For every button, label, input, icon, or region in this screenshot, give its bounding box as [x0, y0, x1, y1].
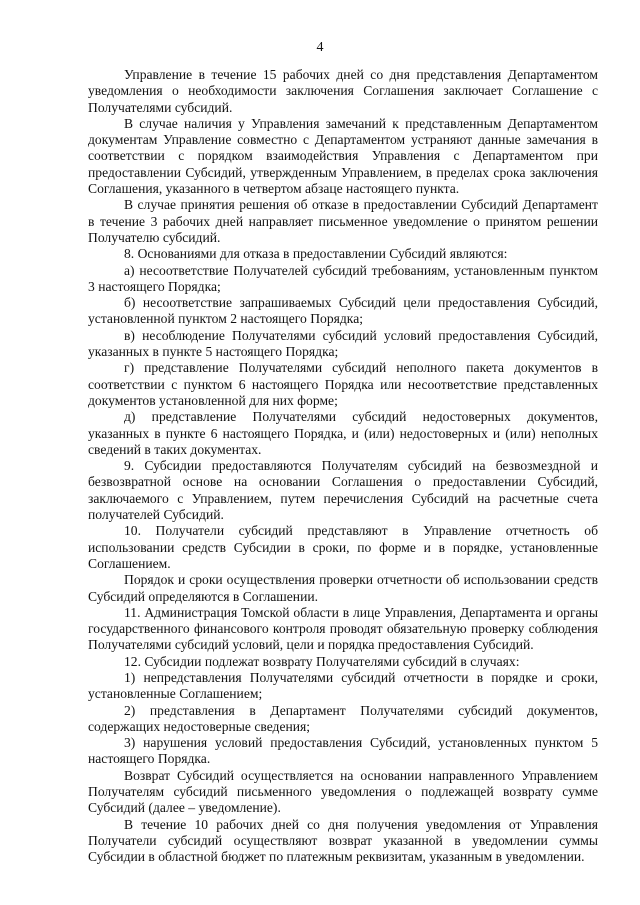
paragraph: 10. Получатели субсидий представляют в Управление отчетность об использовании средств Субсидии в сроки, по форме и в порядке, установленные Соглашением. — [88, 523, 598, 571]
document-body — [88, 67, 598, 866]
list-item: д) представление Получателями субсидий недостоверных документов, указанных в пункте 6 настоящего Порядка, и (или) недостоверных и (или) неполных сведений в таких документах. — [88, 409, 598, 457]
list-item: а) несоответствие Получателей субсидий требованиям, установленным пунктом 3 настоящего Порядка; — [88, 262, 598, 294]
list-item: 2) представления в Департамент Получателями субсидий документов, содержащих недостоверные сведения; — [88, 702, 598, 734]
paragraph: 9. Субсидии предоставляются Получателям субсидий на безвозмездной и безвозвратной основе на основании Соглашения о предоставлении Субсидий, заключаемого с Управлением, путем перечисления Субсидий на расчетные счета получателей Субсидий. — [88, 458, 598, 523]
page-number: 4 — [316, 40, 324, 55]
list-item: г) представление Получателями субсидий неполного пакета документов в соответствии с пунктом 6 настоящего Порядка или несоответствие представленных документов установленной для них форме; — [88, 360, 598, 408]
list-item: 3) нарушения условий предоставления Субсидий, установленных пунктом 5 настоящего Порядка. — [88, 735, 598, 767]
paragraph: 11. Администрация Томской области в лице Управления, Департамента и органы государственного финансового контроля проводят обязательную проверку соблюдения Получателями субсидий условий, цели и порядка предоставления Субсидий. — [88, 604, 598, 653]
list-item: б) несоответствие запрашиваемых Субсидий цели предоставления Субсидий, установленной пунктом 2 настоящего Порядка; — [88, 295, 598, 327]
paragraph: Порядок и сроки осуществления проверки отчетности об использовании средств Субсидий определяются в Соглашении. — [88, 572, 598, 604]
paragraph: Возврат Субсидий осуществляется на основании направленного Управлением Получателям субсидий письменного уведомления о подлежащей возврату сумме Субсидий (далее – уведомление). — [88, 767, 598, 816]
list-item: 1) непредставления Получателями субсидий отчетности в порядке и сроки, установленные Соглашением; — [88, 669, 598, 702]
paragraph: Управление в течение 15 рабочих дней со дня представления Департаментом уведомления о необходимости заключения Соглашения заключает Соглашение с Получателями субсидий. — [88, 67, 598, 115]
paragraph: В случае наличия у Управления замечаний к представленным Департаментом документам Управление совместно с Департаментом устраняют данные замечания в соответствии с порядком взаимодействия Управления с Департаментом при предоставлении Субсидий, утвержденным Управлением, в пределах срока заключения Соглашения, указанного в четвертом абзаце настоящего пункта. — [88, 115, 598, 197]
paragraph: В течение 10 рабочих дней со дня получения уведомления от Управления Получатели субсидий осуществляют возврат указанной в уведомлении суммы Субсидии в областной бюджет по платежным реквизитам, указанным в уведомлении. — [88, 816, 598, 865]
paragraph: 8. Основаниями для отказа в предоставлении Субсидий являются: — [124, 246, 508, 262]
paragraph: В случае принятия решения об отказе в предоставлении Субсидий Департамент в течение 3 рабочих дней направляет письменное уведомление о принятом решении Получателю субсидий. — [88, 197, 598, 245]
list-item: в) несоблюдение Получателями субсидий условий предоставления Субсидий, указанных в пункте 5 настоящего Порядка; — [88, 327, 598, 360]
paragraph: 12. Субсидии подлежат возврату Получателями субсидий в случаях: — [124, 653, 520, 669]
